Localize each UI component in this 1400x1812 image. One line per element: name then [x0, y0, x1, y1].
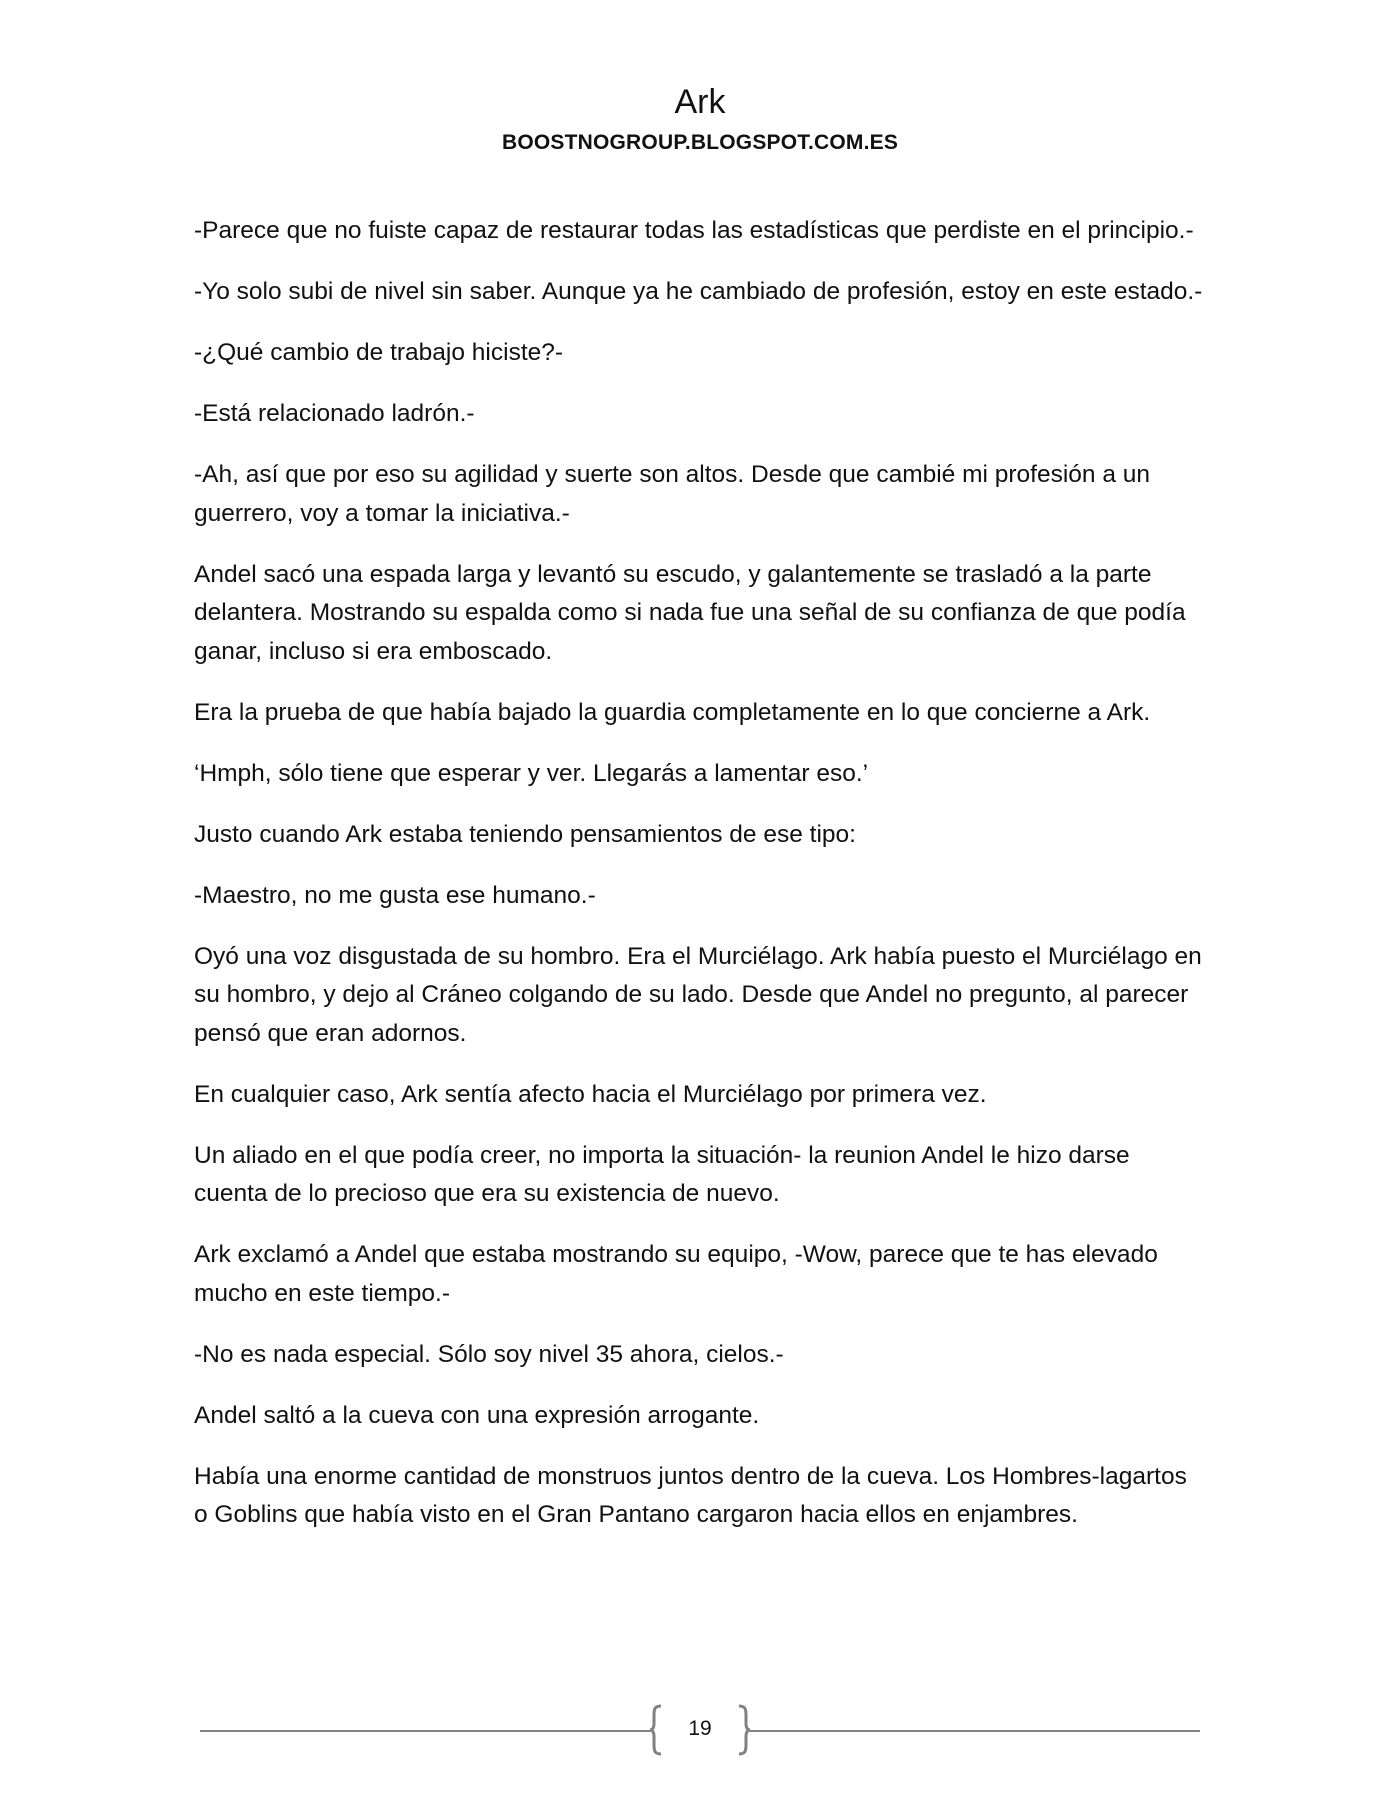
paragraph: En cualquier caso, Ark sentía afecto hacia el Murciélago por primera vez.	[194, 1080, 987, 1108]
footer-rule-right	[750, 1730, 1200, 1732]
paragraph: ‘Hmph, sólo tiene que esperar y ver. Llegarás a lamentar eso.’	[194, 759, 869, 787]
paragraph: Un aliado en el que podía creer, no importa la situación- la reunion Andel le hizo darse cuenta de lo precioso que era su existencia de nuevo.	[194, 1141, 1130, 1207]
left-brace-icon	[648, 1704, 664, 1756]
page-footer	[200, 1702, 1200, 1758]
paragraph: Era la prueba de que había bajado la guardia completamente en lo que concierne a Ark.	[194, 698, 1151, 726]
paragraph: Había una enorme cantidad de monstruos juntos dentro de la cueva. Los Hombres-lagartos o Goblins que había visto en el Gran Pantano cargaron hacia ellos en enjambres.	[194, 1462, 1187, 1528]
paragraph: -Parece que no fuiste capaz de restaurar todas las estadísticas que perdiste en el principio.-	[194, 217, 1194, 244]
paragraph: Andel saltó a la cueva con una expresión arrogante.	[194, 1401, 760, 1429]
paragraph: Justo cuando Ark estaba teniendo pensamientos de ese tipo:	[194, 820, 856, 848]
body-text	[194, 212, 1204, 1557]
paragraph: -Maestro, no me gusta ese humano.-	[194, 881, 596, 909]
paragraph: -No es nada especial. Sólo soy nivel 35 ahora, cielos.-	[194, 1340, 784, 1368]
page-number: 19	[688, 1717, 712, 1740]
paragraph: Oyó una voz disgustada de su hombro. Era el Murciélago. Ark había puesto el Murciélago en su hombro, y dejo al Cráneo colgando de su lado. Desde que Andel no pregunto, al parecer pensó que eran adornos.	[194, 942, 1202, 1047]
blog-url: BOOSTNOGROUP.BLOGSPOT.COM.ES	[501, 131, 899, 154]
paragraph: Andel sacó una espada larga y levantó su escudo, y galantemente se trasladó a la parte delantera. Mostrando su espalda como si nada fue una señal de su confianza de que podía ganar, incluso si era emboscado.	[194, 560, 1186, 665]
footer-rule-left	[200, 1730, 650, 1732]
paragraph: -Ah, así que por eso su agilidad y suerte son altos. Desde que cambié mi profesión a un guerrero, voy a tomar la iniciativa.-	[194, 461, 1151, 527]
paragraph: Ark exclamó a Andel que estaba mostrando su equipo, -Wow, parece que te has elevado mucho en este tiempo.-	[194, 1241, 1158, 1307]
paragraph: -Yo solo subi de nivel sin saber. Aunque ya he cambiado de profesión, estoy en este estado.-	[194, 278, 1203, 305]
paragraph: -Está relacionado ladrón.-	[194, 400, 475, 427]
paragraph: -¿Qué cambio de trabajo hiciste?-	[194, 339, 564, 366]
page-header	[0, 80, 1400, 158]
book-title: Ark	[674, 83, 726, 121]
